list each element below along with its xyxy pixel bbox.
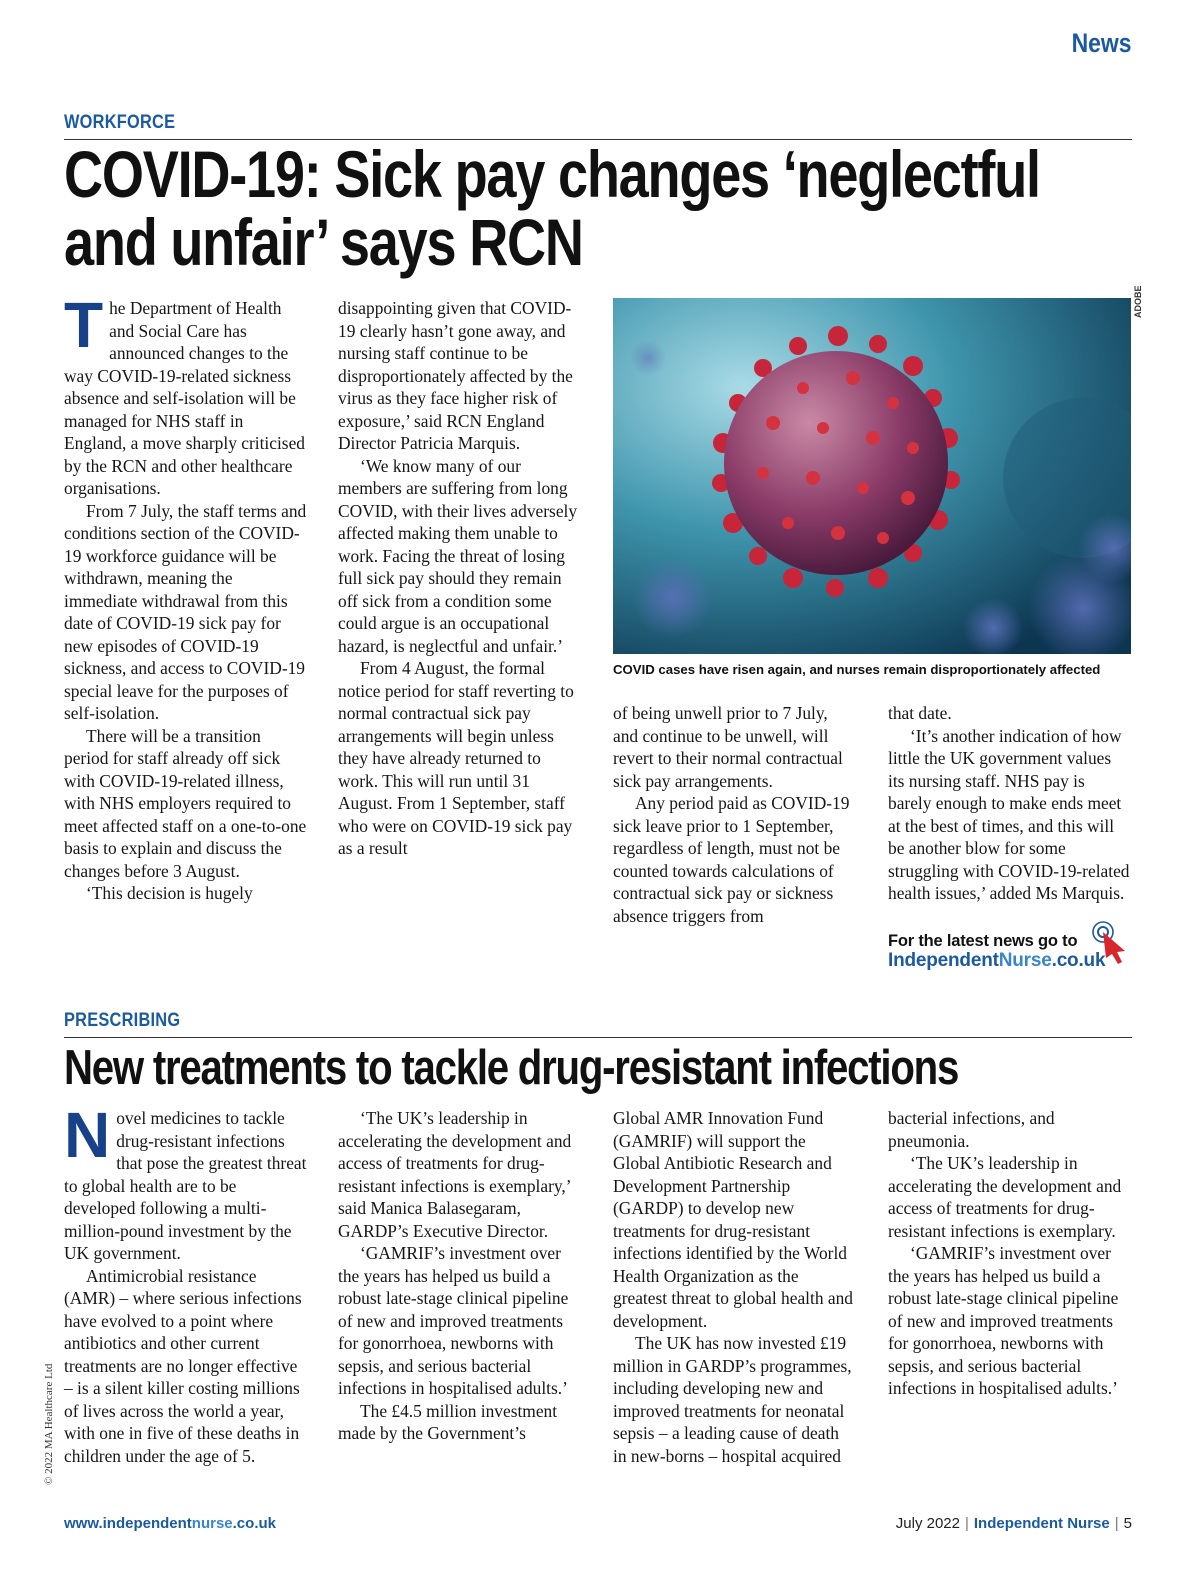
paragraph: disappointing given that COVID-19 clearly hasn’t gone away, and nursing staff continue to be disproportionately affected by the virus as they face higher risk of exposure,’ said RCN England Director Patricia Marquis.	[338, 298, 573, 453]
footer-website-link[interactable]	[64, 1515, 276, 1532]
website-part: www.independent	[64, 1515, 192, 1532]
paragraph: From 4 August, the formal notice period for staff reverting to normal contractual sick pay arrangements will begin unless they have already returned to work. This will run until 31 August. From 1 September, staff who were on COVID-19 sick pay as a result	[338, 658, 574, 858]
drop-cap: N	[64, 1099, 111, 1171]
article-column-4	[888, 1107, 1131, 1400]
promo-text: For the latest news go to	[888, 932, 1078, 950]
paragraph: ‘The UK’s leadership in accelerating the development and access of treatments for drug-resistant infections is exemplary.	[888, 1153, 1122, 1241]
promo-site-part: Nurse	[998, 950, 1052, 971]
footer-folio	[896, 1515, 1132, 1532]
paragraph: bacterial infections, and pneumonia.	[888, 1108, 1055, 1151]
copyright-notice: © 2022 MA Healthcare Ltd	[43, 1363, 55, 1485]
paragraph: ‘We know many of our members are suffering from long COVID, with their lives adversely affected making them unable to work. Facing the threat of losing full sick pay should they remain off sick from a condition some could argue is an occupational hazard, is neglectful and unfair.’	[338, 455, 578, 656]
paragraph: Global AMR Innovation Fund (GAMRIF) will support the Global Antibiotic Research and Development Partnership (GARDP) to develop new treatments for drug-resistant infections identified by the World Health Organization as the greatest threat to global health and development.	[613, 1108, 853, 1331]
website-part: nurse	[191, 1515, 233, 1532]
photo-credit: ADOBE	[1133, 285, 1143, 318]
headline-line-2: and unfair’ says RCN	[64, 205, 583, 279]
click-hand-icon	[1088, 918, 1134, 970]
article-column-3	[613, 702, 856, 927]
promo-site-part: Independent	[888, 950, 999, 971]
category-label: PRESCRIBING	[64, 1010, 181, 1031]
headline: New treatments to tackle drug-resistant infections	[64, 1041, 959, 1095]
promo-link[interactable]	[888, 951, 1105, 971]
article-column-4	[888, 702, 1131, 905]
paragraph: ‘GAMRIF’s investment over the years has helped us build a robust late-stage clinical pipeline of new and improved treatments for gonorrhoea, newborns with sepsis, and serious bacterial infections in hospitalised adults.’	[888, 1243, 1119, 1398]
page-number: 5	[1123, 1515, 1132, 1532]
paragraph: Antimicrobial resistance (AMR) – where serious infections have evolved to a point where antibiotics and other current treatments are no longer effective – is a silent killer costing millions of lives across the world a year, with one in five of these deaths in children under the age of 5.	[64, 1265, 302, 1466]
drop-cap: T	[64, 289, 104, 361]
paragraph: that date.	[888, 703, 952, 723]
separator: |	[964, 1515, 969, 1532]
paragraph: ‘It’s another indication of how little the UK government values its nursing staff. NHS pay is barely enough to make ends meet at the best of times, and this will be another blow for some struggling with COVID-19-related health issues,’ added Ms Marquis.	[888, 725, 1130, 903]
paragraph: From 7 July, the staff terms and conditions section of the COVID-19 workforce guidance will be withdrawn, meaning the immediate withdrawal from this date of COVID-19 sick pay for new episodes of COVID-19 sickness, and access to COVID-19 special leave for the purposes of self-isolation.	[64, 500, 307, 723]
issue-date: July 2022	[895, 1515, 960, 1532]
article-column-1	[64, 289, 307, 905]
promo-site-part: .co.uk	[1051, 950, 1106, 971]
paragraph: he Department of Health and Social Care has announced changes to the way COVID-19-related sickness absence and self-isolation will be managed for NHS staff in England, a move sharply criticised by the RCN and other healthcare organisations.	[64, 298, 305, 498]
paragraph: Any period paid as COVID-19 sick leave prior to 1 September, regardless of length, must not be counted towards calculations of contractual sick pay or sickness absence triggers from	[613, 793, 850, 926]
separator: |	[1114, 1515, 1119, 1532]
article-column-1	[64, 1099, 307, 1467]
divider	[64, 1037, 1132, 1038]
article-column-2	[338, 297, 581, 860]
headline	[64, 137, 1114, 279]
category-label: WORKFORCE	[64, 112, 176, 133]
paragraph: ‘This decision is hugely	[86, 883, 253, 903]
photo-caption: COVID cases have risen again, and nurses remain disproportionately affected	[613, 662, 1101, 677]
website-part: .co.uk	[232, 1515, 276, 1532]
paragraph: There will be a transition period for staff already off sick with COVID-19-related illness, with NHS employers required to meet affected staff on a one-to-one basis to explain and discuss the changes before 3 August.	[64, 725, 307, 881]
coronavirus-illustration	[613, 298, 1131, 654]
paragraph: of being unwell prior to 7 July, and continue to be unwell, will revert to their normal contractual sick pay arrangements.	[613, 703, 843, 791]
paragraph: ‘The UK’s leadership in accelerating the development and access of treatments for drug-resistant infections is exemplary,’ said Manica Balasegaram, GARDP’s Executive Director.	[338, 1108, 572, 1241]
paragraph: The £4.5 million investment made by the Government’s	[338, 1400, 558, 1443]
article-column-3	[613, 1107, 856, 1467]
headline-line-1: COVID-19: Sick pay changes ‘neglectful	[64, 137, 1040, 211]
paragraph: ‘GAMRIF’s investment over the years has helped us build a robust late-stage clinical pipeline of new and improved treatments for gonorrhoea, newborns with sepsis, and serious bacterial infections in hospitalised adults.’	[338, 1243, 569, 1398]
article-column-2	[338, 1107, 581, 1445]
news-promo	[888, 932, 1105, 971]
magazine-name: Independent Nurse	[973, 1515, 1110, 1532]
coronavirus-image	[613, 298, 1131, 654]
section-tag: News	[1072, 28, 1132, 58]
paragraph: ovel medicines to tackle drug-resistant infections that pose the greatest threat to global health are to be developed following a multi-million-pound investment by the UK government.	[64, 1108, 307, 1263]
paragraph: The UK has now invested £19 million in GARDP’s programmes, including developing new and improved treatments for neonatal sepsis – a leading cause of death in new-borns – hospital acquired	[613, 1333, 852, 1466]
